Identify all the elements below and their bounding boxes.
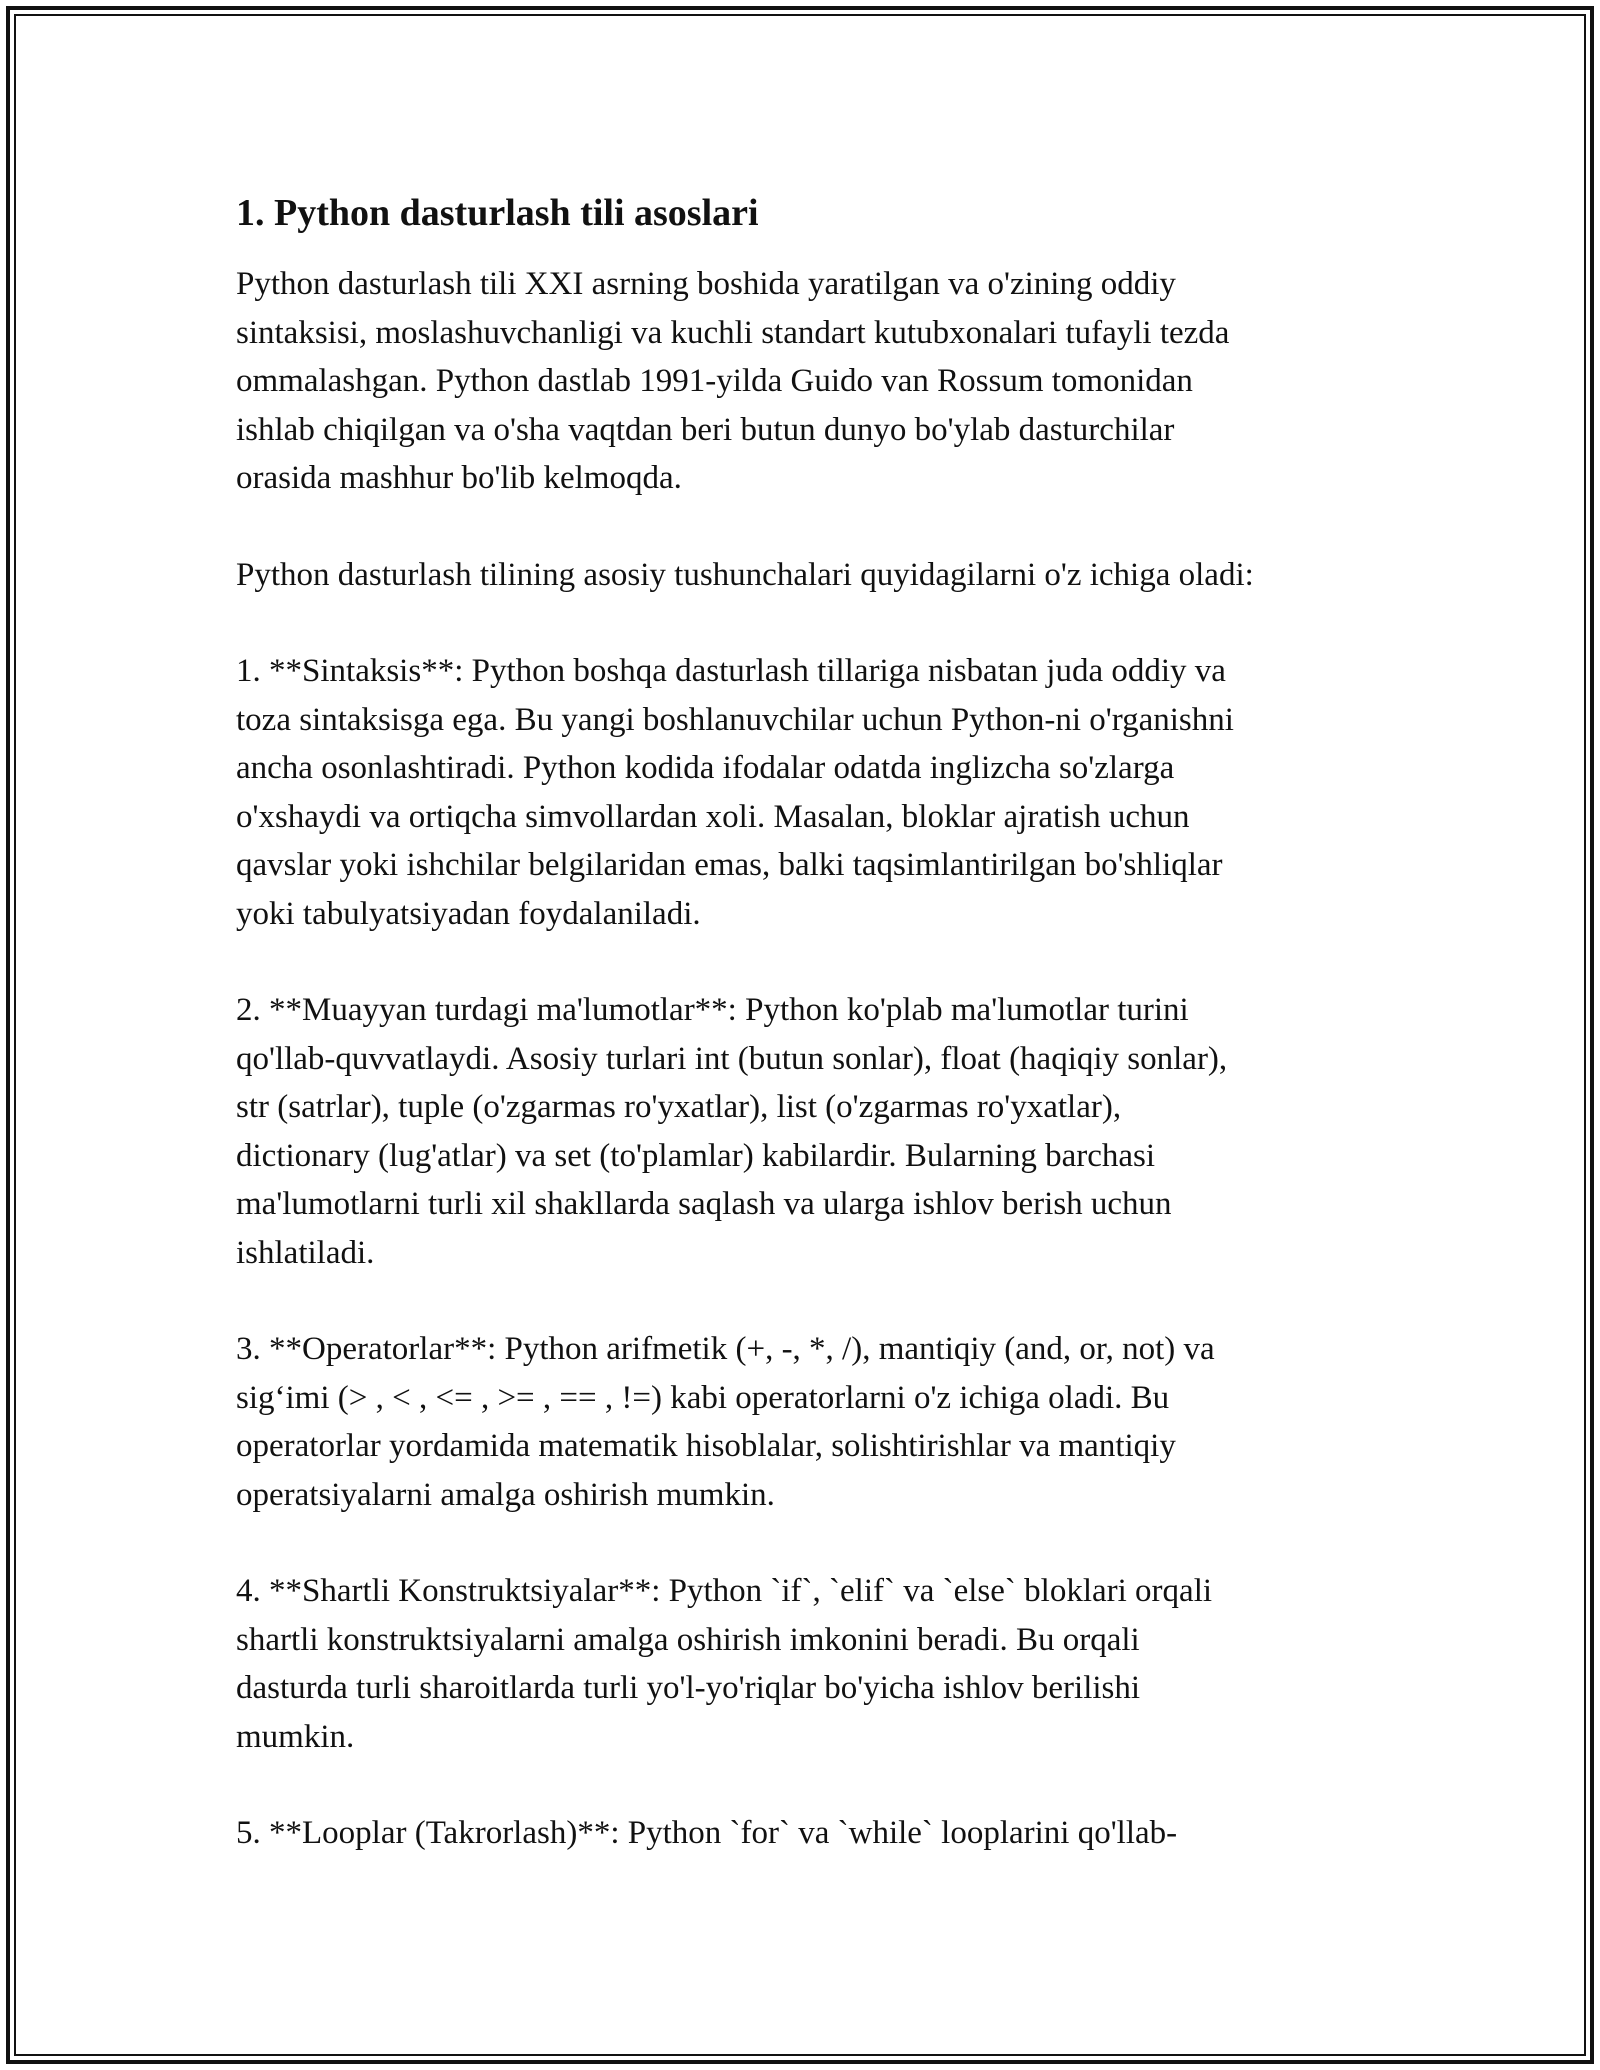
text-line: ommalashgan. Python dastlab 1991-yilda Guido van Rossum tomonidan [236,363,1193,399]
list-item-sintaksis [236,647,1406,938]
text-line: shartli konstruktsiyalarni amalga oshirish imkonini beradi. Bu orqali [236,1621,1140,1658]
list-item-shartli-konstruktsiyalar [236,1567,1406,1761]
text-line: dasturda turli sharoitlarda turli yo'l-yo'riqlar bo'yicha ishlov berilishi [236,1670,1141,1706]
text-line: yoki tabulyatsiyadan foydalaniladi. [236,895,701,932]
text-line: str (satrlar), tuple (o'zgarmas ro'yxatlar), list (o'zgarmas ro'yxatlar), [236,1089,1122,1125]
document-body [236,188,1406,1906]
text-line: 3. **Operatorlar**: Python arifmetik (+, -, *, /), mantiqiy (and, or, not) va [236,1331,1215,1367]
text-line: ancha osonlashtiradi. Python kodida ifodalar odatda inglizcha so'zlarga [236,750,1175,786]
text-line: dictionary (lug'atlar) va set (to'plamlar) kabilardir. Bularning barchasi [236,1137,1156,1174]
text-line: 5. **Looplar (Takrorlash)**: Python `for` va `while` looplarini qo'llab- [236,1815,1178,1851]
list-item-looplar [236,1809,1406,1858]
intro-paragraph [236,260,1406,503]
concepts-intro-paragraph [236,551,1406,600]
text-line: qo'llab-quvvatlaydi. Asosiy turlari int (butun sonlar), float (haqiqiy sonlar), [236,1040,1228,1077]
text-line: ma'lumotlarni turli xil shakllarda saqlash va ularga ishlov berish uchun [236,1186,1172,1222]
text-line: sig‘imi (> , < , <= , >= , == , !=) kabi operatorlarni o'z ichiga oladi. Bu [236,1379,1170,1416]
list-item-malumotlar [236,986,1406,1277]
text-line: Python dasturlash tilining asosiy tushunchalari quyidagilarni o'z ichiga oladi: [236,556,1254,593]
text-line: orasida mashhur bo'lib kelmoqda. [236,460,682,496]
text-line: 1. **Sintaksis**: Python boshqa dasturlash tillariga nisbatan juda oddiy va [236,653,1226,689]
text-line: operatorlar yordamida matematik hisoblalar, solishtirishlar va mantiqiy [236,1428,1176,1464]
page-title: 1. Python dasturlash tili asoslari [236,192,759,234]
text-line: 4. **Shartli Konstruktsiyalar**: Python `if`, `elif` va `else` bloklari orqali [236,1573,1213,1609]
text-line: o'xshaydi va ortiqcha simvollardan xoli. Masalan, bloklar ajratish uchun [236,798,1190,835]
text-line: toza sintaksisga ega. Bu yangi boshlanuvchilar uchun Python-ni o'rganishni [236,701,1234,738]
text-line: Python dasturlash tili XXI asrning boshida yaratilgan va o'zining oddiy [236,266,1176,302]
text-line: mumkin. [236,1718,355,1755]
text-line: ishlatiladi. [236,1234,375,1271]
text-line: qavslar yoki ishchilar belgilaridan emas, balki taqsimlantirilgan bo'shliqlar [236,847,1223,883]
list-item-operatorlar [236,1325,1406,1519]
text-line: operatsiyalarni amalga oshirish mumkin. [236,1476,775,1513]
text-line: sintaksisi, moslashuvchanligi va kuchli standart kutubxonalari tufayli tezda [236,314,1230,351]
text-line: ishlab chiqilgan va o'sha vaqtdan beri butun dunyo bo'ylab dasturchilar [236,411,1175,448]
text-line: 2. **Muayyan turdagi ma'lumotlar**: Python ko'plab ma'lumotlar turini [236,992,1189,1028]
